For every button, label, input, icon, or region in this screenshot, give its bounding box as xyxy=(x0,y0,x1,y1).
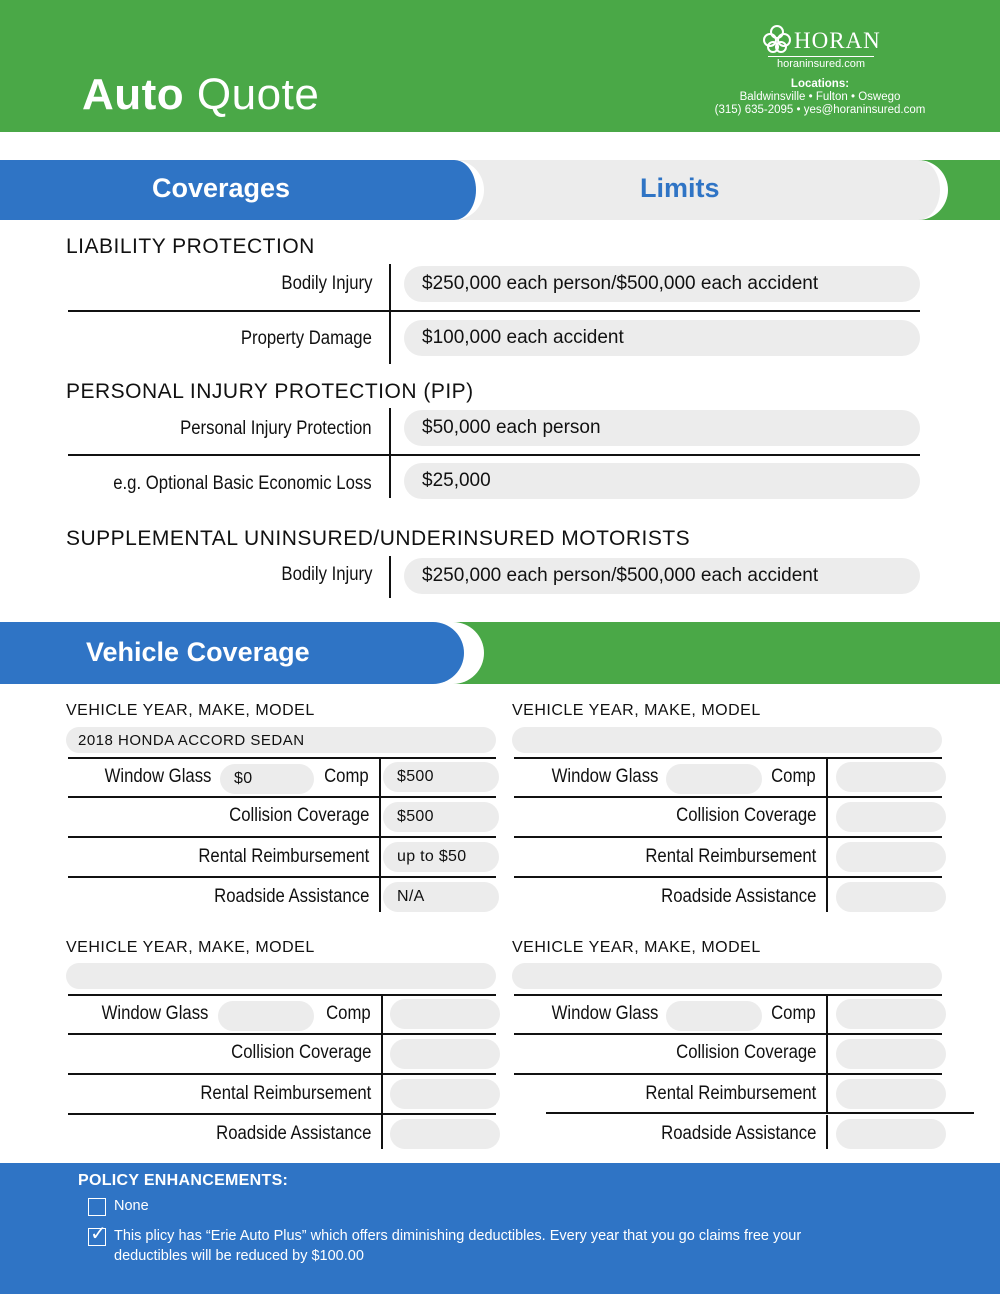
rental-label: Rental Reimbursement xyxy=(645,1083,816,1104)
pip-label: Personal Injury Protection xyxy=(180,418,372,439)
vehicle-1-window-glass[interactable]: $0 xyxy=(220,764,314,794)
window-glass-label: Window Glass xyxy=(104,766,211,787)
collision-label: Collision Coverage xyxy=(230,1042,371,1063)
divider xyxy=(389,456,391,498)
vehicle-4-rental[interactable] xyxy=(836,1079,946,1109)
comp-label: Comp xyxy=(324,766,369,787)
divider xyxy=(381,1035,383,1073)
vehicle-4-name[interactable] xyxy=(512,963,942,989)
property-damage-value: $100,000 each accident xyxy=(404,320,920,356)
sum-bodily-injury-label: Bodily Injury xyxy=(280,564,372,585)
sum-bodily-injury-value: $250,000 each person/$500,000 each accident xyxy=(404,558,920,594)
locations-block xyxy=(690,78,950,117)
erie-auto-plus-label xyxy=(114,1226,974,1266)
vehicle-4-heading: VEHICLE YEAR, MAKE, MODEL xyxy=(512,939,761,956)
collision-label: Collision Coverage xyxy=(675,805,816,826)
erie-auto-plus-line-2: deductibles will be reduced by $100.00 xyxy=(114,1248,364,1264)
flower-logo-icon xyxy=(762,24,792,54)
divider xyxy=(68,1073,496,1075)
divider xyxy=(546,1112,974,1114)
divider xyxy=(514,757,942,759)
comp-label: Comp xyxy=(771,1003,816,1024)
logo-wordmark: HORAN xyxy=(794,28,881,53)
vehicle-3-name[interactable] xyxy=(66,963,496,989)
locations-title: Locations: xyxy=(790,78,850,90)
vehicle-3-collision[interactable] xyxy=(390,1039,500,1069)
vehicle-2-heading: VEHICLE YEAR, MAKE, MODEL xyxy=(512,702,761,719)
divider xyxy=(826,878,828,912)
divider xyxy=(68,796,496,798)
vehicle-2-window-glass[interactable] xyxy=(666,764,762,794)
vehicle-3-comp[interactable] xyxy=(390,999,500,1029)
vehicle-3-window-glass[interactable] xyxy=(218,1001,314,1031)
divider xyxy=(379,878,381,912)
window-glass-label: Window Glass xyxy=(551,1003,658,1024)
basic-economic-loss-label: e.g. Optional Basic Economic Loss xyxy=(113,473,372,494)
vehicle-1-heading: VEHICLE YEAR, MAKE, MODEL xyxy=(66,702,315,719)
vehicle-1-comp[interactable]: $500 xyxy=(383,762,499,792)
vehicle-2-comp[interactable] xyxy=(836,762,946,792)
coverages-heading: Coverages xyxy=(152,173,291,203)
roadside-label: Roadside Assistance xyxy=(215,1123,371,1144)
divider xyxy=(381,996,383,1033)
divider xyxy=(68,876,496,878)
divider xyxy=(826,996,828,1033)
divider xyxy=(389,264,391,310)
basic-economic-loss-value: $25,000 xyxy=(404,463,920,499)
divider xyxy=(379,759,381,796)
divider xyxy=(826,798,828,836)
divider xyxy=(514,994,942,996)
comp-label: Comp xyxy=(326,1003,371,1024)
vehicle-4-roadside[interactable] xyxy=(836,1119,946,1149)
divider xyxy=(514,796,942,798)
property-damage-label: Property Damage xyxy=(240,328,372,349)
horan-logo xyxy=(762,22,882,70)
divider xyxy=(68,1033,496,1035)
divider xyxy=(68,454,920,456)
vehicle-4-collision[interactable] xyxy=(836,1039,946,1069)
vehicle-3-rental[interactable] xyxy=(390,1079,500,1109)
sum-heading: SUPPLEMENTAL UNINSURED/UNDERINSURED MOTORISTS xyxy=(66,527,691,550)
logo-url[interactable]: horaninsured.com xyxy=(768,56,874,70)
liability-bodily-injury-value: $250,000 each person/$500,000 each accident xyxy=(404,266,920,302)
roadside-label: Roadside Assistance xyxy=(213,886,369,907)
checkmark-icon: ✓ xyxy=(90,1223,107,1245)
title-bold: Auto xyxy=(82,70,185,119)
liability-heading: LIABILITY PROTECTION xyxy=(66,235,315,258)
vehicle-1-rental[interactable]: up to $50 xyxy=(383,842,499,872)
window-glass-label: Window Glass xyxy=(101,1003,208,1024)
vehicle-4-window-glass[interactable] xyxy=(666,1001,762,1031)
locations-contact[interactable]: (315) 635-2095 • yes@horaninsured.com xyxy=(714,104,926,116)
vehicle-2-name[interactable] xyxy=(512,727,942,753)
divider xyxy=(826,1035,828,1073)
locations-cities: Baldwinsville • Fulton • Oswego xyxy=(739,91,901,103)
policy-enhancements-title: POLICY ENHANCEMENTS: xyxy=(78,1172,289,1189)
none-option-label: None xyxy=(114,1198,149,1214)
divider xyxy=(68,757,496,759)
divider xyxy=(381,1075,383,1113)
divider xyxy=(514,1033,942,1035)
vehicle-2-rental[interactable] xyxy=(836,842,946,872)
vehicle-1-name[interactable]: 2018 HONDA ACCORD SEDAN xyxy=(66,727,496,753)
vehicle-1-roadside[interactable]: N/A xyxy=(383,882,499,912)
rental-label: Rental Reimbursement xyxy=(645,846,816,867)
roadside-label: Roadside Assistance xyxy=(660,886,816,907)
title-light: Quote xyxy=(196,70,320,119)
collision-label: Collision Coverage xyxy=(675,1042,816,1063)
divider xyxy=(68,836,496,838)
vehicle-2-roadside[interactable] xyxy=(836,882,946,912)
divider xyxy=(826,1115,828,1149)
divider xyxy=(389,312,391,364)
divider xyxy=(389,556,391,598)
rental-label: Rental Reimbursement xyxy=(200,1083,371,1104)
pip-value: $50,000 each person xyxy=(404,410,920,446)
divider xyxy=(379,838,381,876)
divider xyxy=(514,1073,942,1075)
vehicle-3-roadside[interactable] xyxy=(390,1119,500,1149)
roadside-label: Roadside Assistance xyxy=(660,1123,816,1144)
divider xyxy=(381,1115,383,1149)
divider xyxy=(826,759,828,796)
divider xyxy=(514,876,942,878)
window-glass-label: Window Glass xyxy=(551,766,658,787)
erie-auto-plus-line-1: This plicy has “Erie Auto Plus” which offers diminishing deductibles. Every year that you go claims free your xyxy=(114,1228,802,1244)
none-checkbox[interactable] xyxy=(88,1198,106,1216)
divider xyxy=(379,798,381,836)
vehicle-3-heading: VEHICLE YEAR, MAKE, MODEL xyxy=(66,939,315,956)
page-title xyxy=(82,70,319,120)
divider xyxy=(826,838,828,876)
vehicle-4-comp[interactable] xyxy=(836,999,946,1029)
rental-label: Rental Reimbursement xyxy=(198,846,369,867)
divider xyxy=(68,1113,496,1115)
vehicle-2-collision[interactable] xyxy=(836,802,946,832)
limits-heading: Limits xyxy=(640,173,720,203)
collision-label: Collision Coverage xyxy=(228,805,369,826)
divider xyxy=(514,836,942,838)
liability-bodily-injury-label: Bodily Injury xyxy=(280,273,372,294)
vehicle-coverage-heading: Vehicle Coverage xyxy=(86,637,310,667)
divider xyxy=(68,994,496,996)
pip-heading: PERSONAL INJURY PROTECTION (PIP) xyxy=(66,380,474,403)
divider xyxy=(389,408,391,454)
erie-auto-plus-checkbox[interactable] xyxy=(88,1223,107,1246)
divider xyxy=(68,310,920,312)
vehicle-1-collision[interactable]: $500 xyxy=(383,802,499,832)
divider xyxy=(826,1075,828,1113)
comp-label: Comp xyxy=(771,766,816,787)
